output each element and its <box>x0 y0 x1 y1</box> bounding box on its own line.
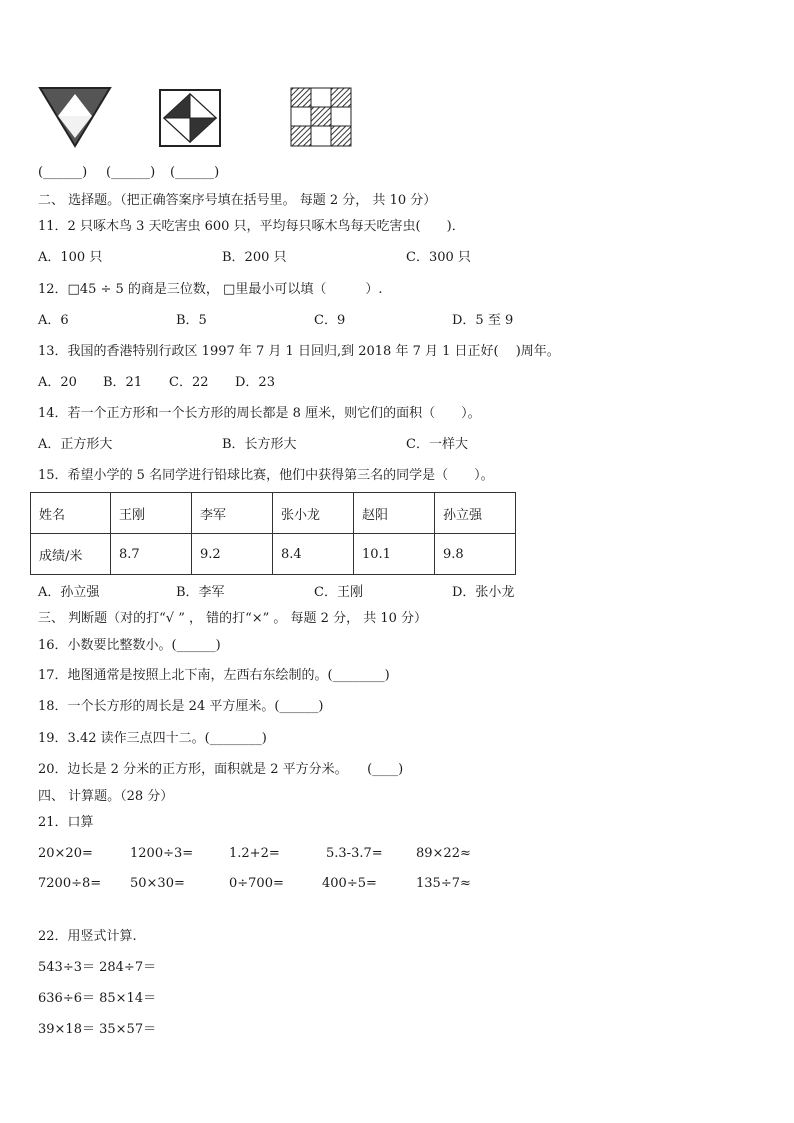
q21-item: 1200÷3= <box>130 846 194 861</box>
table-row <box>31 534 516 575</box>
q20: 20．边长是 2 分米的正方形，面积就是 2 平方分米。 (____) <box>38 762 404 777</box>
q11-option-b[interactable]: B．200 只 <box>222 250 287 265</box>
q14-option-c[interactable]: C．一样大 <box>406 437 468 452</box>
q15-option-c[interactable]: C．王刚 <box>314 585 363 600</box>
q18: 18．一个长方形的周长是 24 平方厘米。(______) <box>38 699 324 714</box>
grid-pattern-figure <box>289 86 353 148</box>
figure-blank-2[interactable]: (______) <box>106 165 156 180</box>
diamond-square-figure <box>158 88 222 148</box>
score-table <box>30 492 516 575</box>
table-cell: 9.2 <box>192 534 273 575</box>
q22-title: 22．用竖式计算. <box>38 929 137 944</box>
q22-line: 39×18＝ 35×57＝ <box>38 1022 157 1037</box>
table-cell: 10.1 <box>354 534 435 575</box>
table-cell: 李军 <box>192 493 273 534</box>
table-cell: 成绩/米 <box>31 534 111 575</box>
section3-title: 三、 判断题（对的打“√ ” ， 错的打“×” 。 每题 2 分， 共 10 分） <box>38 611 428 626</box>
q14-option-b[interactable]: B．长方形大 <box>222 437 297 452</box>
table-cell: 张小龙 <box>273 493 354 534</box>
q12-option-a[interactable]: A．6 <box>38 313 69 328</box>
q14-stem: 14．若一个正方形和一个长方形的周长都是 8 厘米，则它们的面积（ ）。 <box>38 406 481 421</box>
table-cell: 9.8 <box>435 534 516 575</box>
table-cell: 赵阳 <box>354 493 435 534</box>
q19: 19．3.42 读作三点四十二。(________) <box>38 731 267 746</box>
q21-item: 89×22≈ <box>416 846 471 861</box>
q21-title: 21．口算 <box>38 815 94 830</box>
q13-option-d[interactable]: D．23 <box>235 375 275 390</box>
triangle-figure <box>38 86 112 148</box>
q11-stem: 11．2 只啄木鸟 3 天吃害虫 600 只，平均每只啄木鸟每天吃害虫( )． <box>38 219 465 234</box>
q11-option-a[interactable]: A．100 只 <box>38 250 103 265</box>
figure-blank-3[interactable]: (______) <box>170 165 220 180</box>
section2-title: 二、 选择题。（把正确答案序号填在括号里。 每题 2 分， 共 10 分） <box>38 193 437 208</box>
q12-option-b[interactable]: B．5 <box>176 313 207 328</box>
q12-option-c[interactable]: C．9 <box>314 313 346 328</box>
q17: 17．地图通常是按照上北下南，左西右东绘制的。(________) <box>38 668 390 683</box>
q13-option-c[interactable]: C．22 <box>169 375 209 390</box>
q13-stem: 13．我国的香港特别行政区 1997 年 7 月 1 日回归,到 2018 年 7 月 1 日正好( )周年。 <box>38 344 560 359</box>
q21-item: 20×20= <box>38 846 93 861</box>
q13-option-b[interactable]: B．21 <box>103 375 143 390</box>
q15-option-b[interactable]: B．李军 <box>176 585 225 600</box>
q11-option-c[interactable]: C．300 只 <box>406 250 471 265</box>
q13-option-a[interactable]: A．20 <box>38 375 77 390</box>
q22-line: 543÷3＝ 284÷7＝ <box>38 960 157 975</box>
q12-option-d[interactable]: D．5 至 9 <box>452 313 514 328</box>
q15-option-a[interactable]: A．孙立强 <box>38 585 100 600</box>
q16: 16．小数要比整数小。(______) <box>38 638 221 653</box>
q22-line: 636÷6＝ 85×14＝ <box>38 991 157 1006</box>
table-cell: 8.4 <box>273 534 354 575</box>
q21-item: 5.3-3.7= <box>326 846 383 861</box>
q21-item: 0÷700= <box>229 876 284 891</box>
q12-stem: 12．□45 ÷ 5 的商是三位数， □里最小可以填（ ）. <box>38 282 383 297</box>
table-cell: 王刚 <box>111 493 192 534</box>
q21-item: 135÷7≈ <box>416 876 471 891</box>
table-cell: 孙立强 <box>435 493 516 534</box>
q21-item: 400÷5= <box>322 876 377 891</box>
q15-stem: 15．希望小学的 5 名同学进行铅球比赛，他们中获得第三名的同学是（ ）。 <box>38 468 494 483</box>
section4-title: 四、 计算题。（28 分） <box>38 789 174 804</box>
q21-item: 7200÷8= <box>38 876 102 891</box>
q21-item: 1.2+2= <box>229 846 280 861</box>
q21-item: 50×30= <box>130 876 185 891</box>
q15-option-d[interactable]: D．张小龙 <box>452 585 515 600</box>
q14-option-a[interactable]: A．正方形大 <box>38 437 113 452</box>
figure-blank-1[interactable]: (______) <box>38 165 88 180</box>
table-cell: 8.7 <box>111 534 192 575</box>
table-cell: 姓名 <box>31 493 111 534</box>
table-row <box>31 493 516 534</box>
